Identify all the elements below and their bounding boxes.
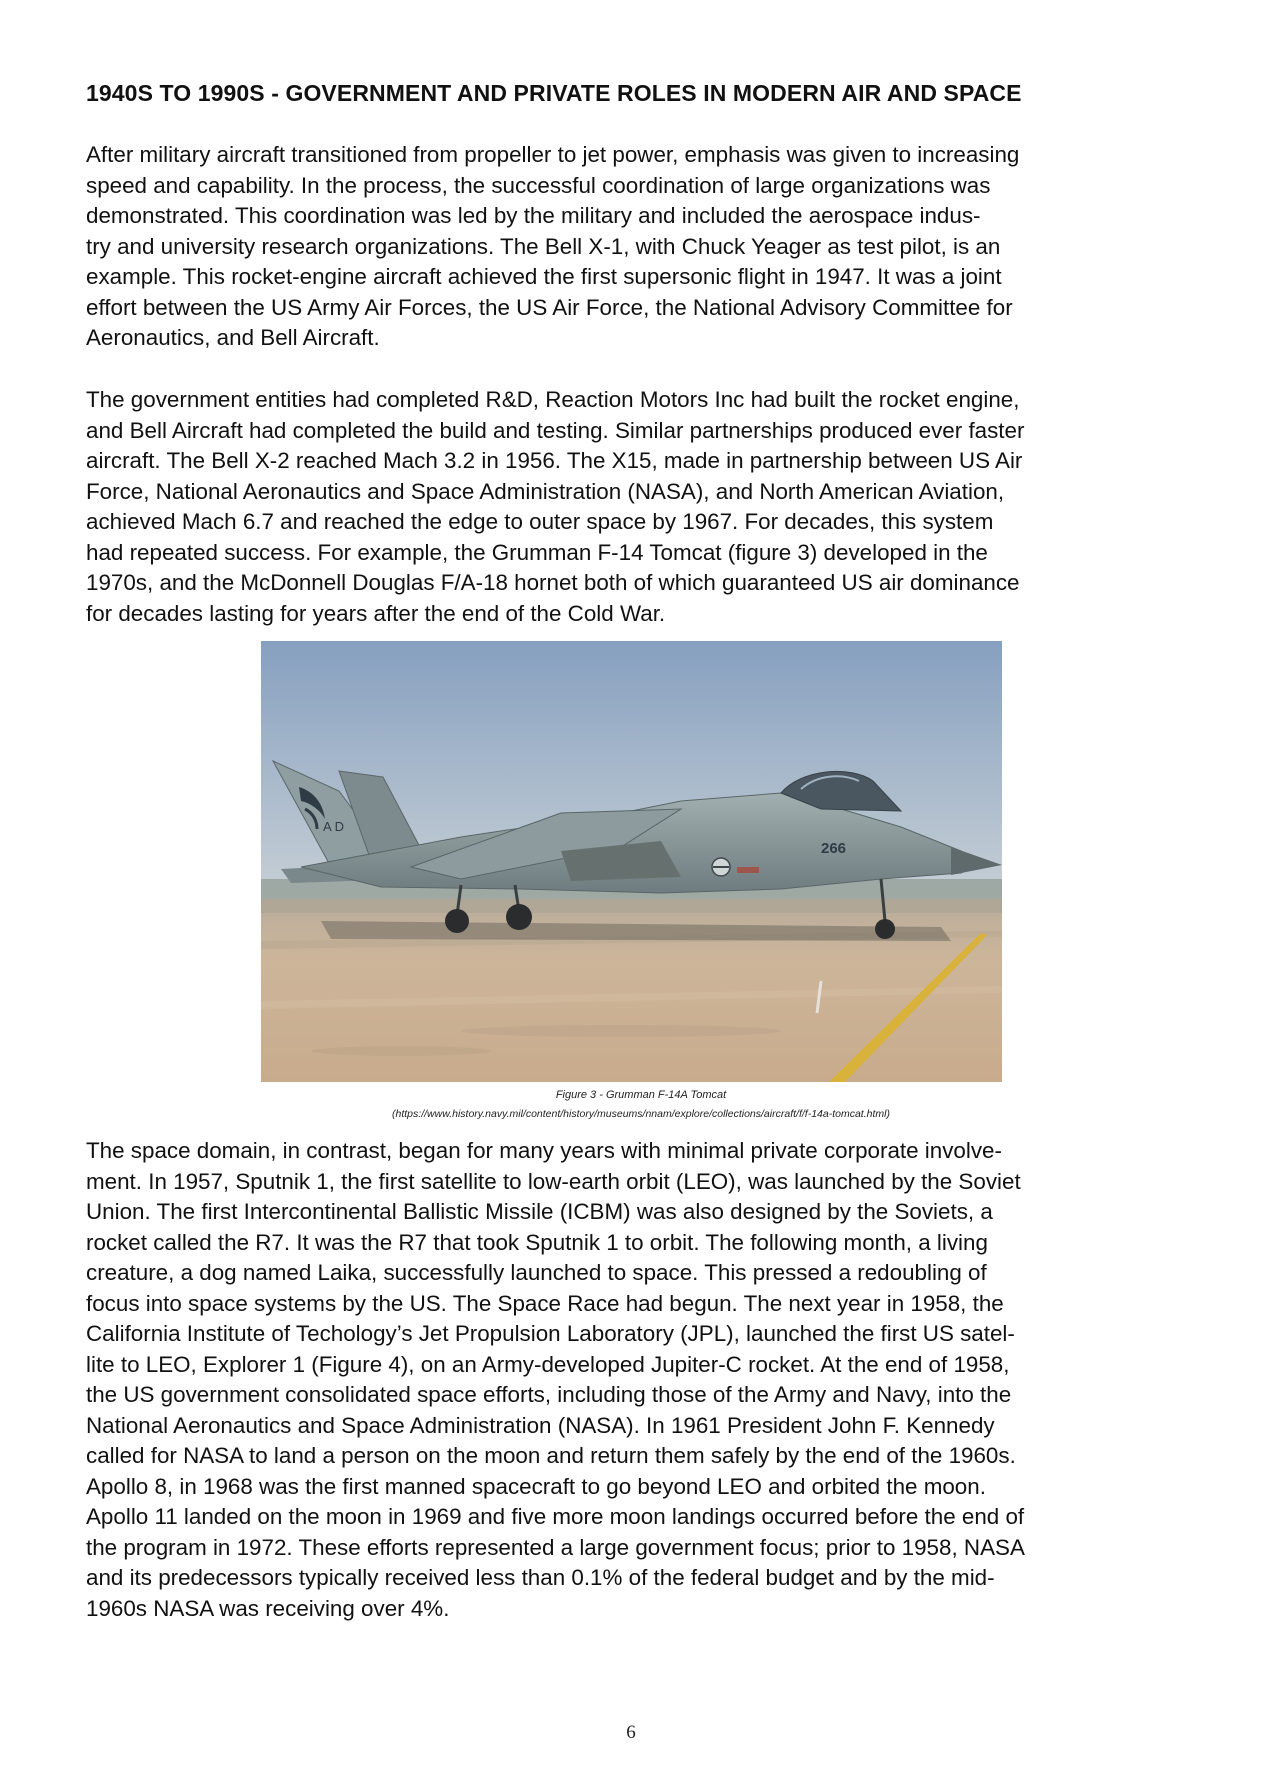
paragraph-1 [86,140,1186,354]
text-line: California Institute of Techology’s Jet Propulsion Laboratory (JPL), launched the first US satel- [86,1321,1015,1346]
text-line: effort between the US Army Air Forces, the US Air Force, the National Advisory Committee for [86,294,1013,320]
text-line: rocket called the R7. It was the R7 that took Sputnik 1 to orbit. The following month, a living [86,1229,988,1255]
text-line: Apollo 8, in 1968 was the first manned spacecraft to go beyond LEO and orbited the moon. [86,1473,986,1499]
text-line: The space domain, in contrast, began for many years with minimal private corporate involve- [86,1138,1002,1163]
tail-letters: A D [323,819,344,834]
wheel-main-left [445,909,469,933]
text-line: lite to LEO, Explorer 1 (Figure 4), on an Army-developed Jupiter-C rocket. At the end of 1958, [86,1351,1010,1377]
text-line: the program in 1972. These efforts represented a large government focus; prior to 1958, NASA [86,1534,1025,1560]
page-number: 6 [626,1722,636,1743]
paragraph-3 [86,1136,1186,1624]
text-line: Apollo 11 landed on the moon in 1969 and five more moon landings occurred before the end of [86,1504,1025,1529]
figure-caption: Figure 3 - Grumman F-14A Tomcat [555,1089,727,1101]
figure-source: (https://www.history.navy.mil/content/history/museums/nnam/explore/collections/aircraft/f/f-14a-tomcat.html) [392,1108,890,1120]
text-line: 1960s NASA was receiving over 4%. [86,1595,450,1621]
wheel-nose [875,919,895,939]
text-line: Aeronautics, and Bell Aircraft. [86,325,380,350]
text-line: example. This rocket-engine aircraft achieved the first supersonic flight in 1947. It was a joint [86,264,1002,289]
text-line: aircraft. The Bell X-2 reached Mach 3.2 in 1956. The X15, made in partnership between US Air [86,448,1023,473]
text-line: Force, National Aeronautics and Space Administration (NASA), and North American Aviation, [86,478,1005,504]
text-line: Union. The first Intercontinental Ballistic Missile (ICBM) was also designed by the Soviets, a [86,1199,993,1224]
section-heading: 1940S TO 1990S - GOVERNMENT AND PRIVATE ROLES IN MODERN AIR AND SPACE [86,80,1022,106]
text-line: The government entities had completed R&D, Reaction Motors Inc had built the rocket engine, [86,387,1020,412]
text-line: and Bell Aircraft had completed the build and testing. Similar partnerships produced ever faster [86,417,1025,443]
f14-tomcat-illustration [261,641,1002,1082]
wheel-main-right [506,904,532,930]
nose-number: 266 [821,840,847,857]
text-line: 1970s, and the McDonnell Douglas F/A-18 hornet both of which guaranteed US air dominance [86,570,1020,595]
paragraph-2 [86,385,1186,629]
text-line: achieved Mach 6.7 and reached the edge to outer space by 1967. For decades, this system [86,509,994,534]
text-line: had repeated success. For example, the Grumman F-14 Tomcat (figure 3) developed in the [86,539,988,565]
text-line: ment. In 1957, Sputnik 1, the first satellite to low-earth orbit (LEO), was launched by the Soviet [86,1168,1021,1194]
text-line: demonstrated. This coordination was led by the military and included the aerospace indus- [86,203,981,228]
text-line: focus into space systems by the US. The Space Race had begun. The next year in 1958, the [86,1290,1004,1316]
text-line: creature, a dog named Laika, successfully launched to space. This pressed a redoubling of [86,1260,987,1285]
text-line: for decades lasting for years after the end of the Cold War. [86,600,666,626]
figure-3-photo [261,641,1002,1082]
text-line: and its predecessors typically received less than 0.1% of the federal budget and by the mid- [86,1565,995,1590]
text-line: the US government consolidated space efforts, including those of the Army and Navy, into the [86,1382,1012,1407]
text-line: speed and capability. In the process, the successful coordination of large organizations was [86,172,991,198]
text-line: try and university research organizations. The Bell X-1, with Chuck Yeager as test pilot, is an [86,233,1001,259]
text-line: called for NASA to land a person on the moon and return them safely by the end of the 1960s. [86,1443,1016,1468]
text-line: After military aircraft transitioned from propeller to jet power, emphasis was given to increasing [86,142,1020,167]
text-line: National Aeronautics and Space Administration (NASA). In 1961 President John F. Kennedy [86,1412,995,1438]
